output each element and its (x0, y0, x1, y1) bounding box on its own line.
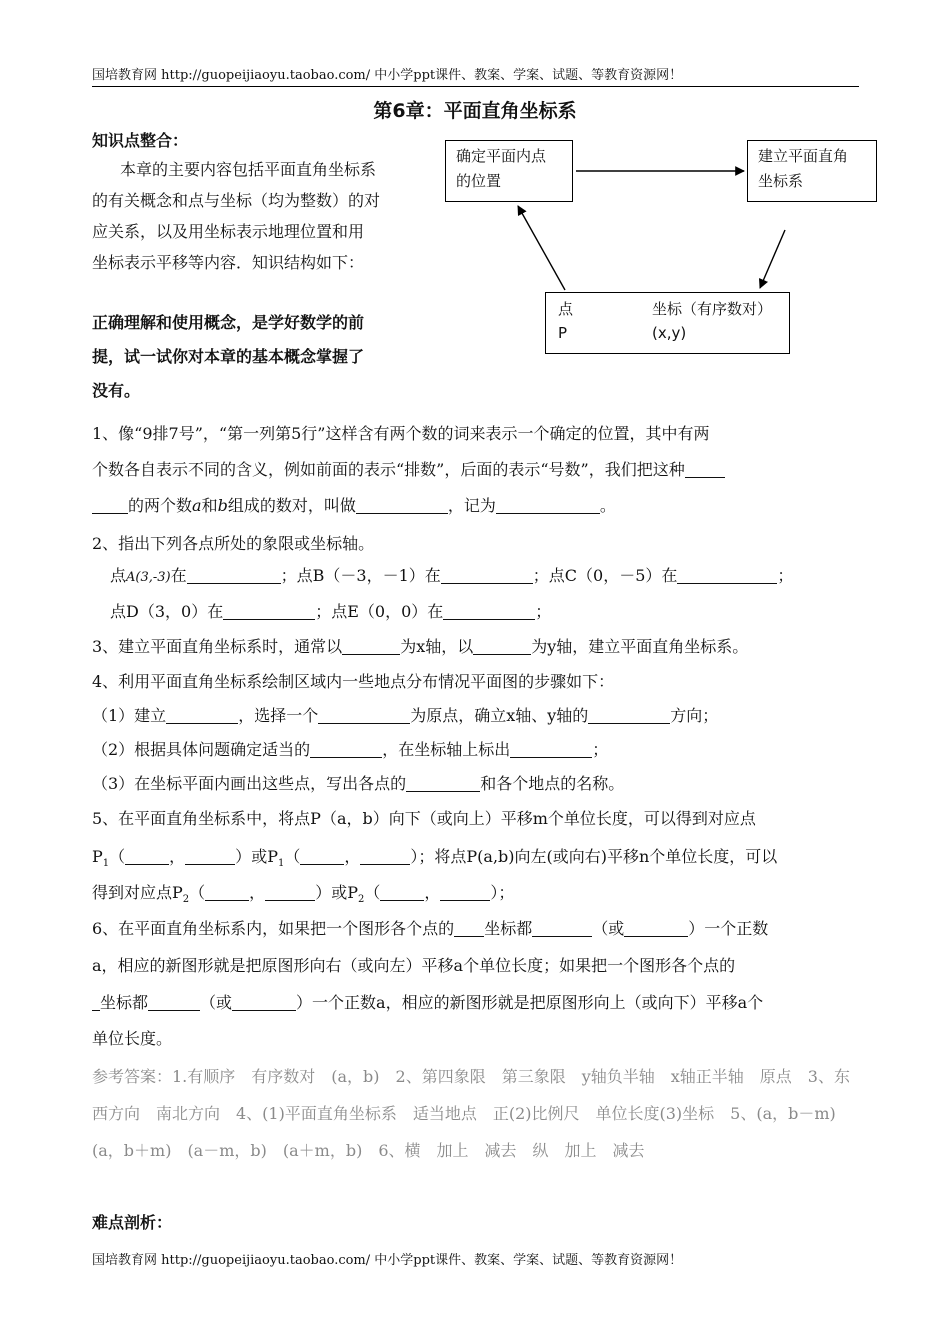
q6-line2: a，相应的新图形就是把原图形向右（或向左）平移a个单位长度；如果把一个图形各个点的 (92, 956, 736, 975)
q5-text: ） (490, 883, 499, 902)
q5-text: （ (109, 847, 126, 866)
q1-text: 个数各自表示不同的含义，例如前面的表示“排数”，后面的表示“号数”，我们把这种 (92, 460, 685, 479)
blank[interactable] (677, 566, 777, 584)
page-title: 第6章：平面直角坐标系 (373, 100, 577, 122)
blank[interactable] (223, 602, 315, 620)
blank[interactable] (205, 883, 249, 901)
q2-text: 点D（3，0）在 (110, 602, 224, 621)
page-footer: 国培教育网 http://guopeijiaoyu.taobao.com/ 中小学ppt课件、教案、学案、试题、等教育资源网！ (92, 1253, 683, 1268)
q5-text: （ (364, 883, 381, 902)
q2-text: ；点B（－3，－1）在 (280, 566, 441, 585)
q2-text: ； (535, 602, 552, 621)
q5-text: P (92, 847, 103, 866)
q3-line (92, 634, 860, 657)
intro-line: 坐标表示平移等内容．知识结构如下： (92, 253, 365, 272)
q1-text: 和 (201, 496, 218, 515)
q5-text: ） (235, 847, 252, 866)
box-build-system (747, 140, 877, 202)
arrow-point-to-locate (518, 206, 565, 290)
blank[interactable] (185, 847, 235, 865)
blank[interactable] (310, 740, 382, 758)
box-coordinate-label: 坐标（有序数对） (652, 300, 773, 318)
q5-text: ， (249, 883, 266, 902)
q3-text: 为x轴，以 (400, 637, 474, 656)
blank[interactable] (187, 566, 281, 584)
q3-text: 为y轴，建立平面直角坐标系。 (531, 637, 749, 656)
q5-text: 或 (251, 847, 268, 866)
q1-line3 (92, 493, 860, 516)
q4-text: （3）在坐标平面内画出这些点，写出各点的 (92, 774, 407, 793)
q2-text: ；点E（0，0）在 (315, 602, 444, 621)
q1-text: 组成的数对，叫做 (227, 496, 356, 515)
q6-text: （或 (592, 919, 625, 938)
page-header: 国培教育网 http://guopeijiaoyu.taobao.com/ 中小学ppt课件、教案、学案、试题、等教育资源网！ (92, 68, 683, 83)
q4-text: 方向； (670, 706, 719, 725)
box-point-label: 点 (558, 300, 574, 318)
q1-text: 的两个数 (128, 496, 193, 515)
box-build-system-line: 坐标系 (758, 172, 804, 190)
q1-text: 。 (599, 496, 616, 515)
q1-line1: 1、像“9排7号”，“第一列第5行”这样含有两个数的词来表示一个确定的位置，其中有两 (92, 424, 710, 443)
q4-line1: 4、利用平面直角坐标系绘制区域内一些地点分布情况平面图的步骤如下： (92, 672, 615, 691)
blank[interactable] (624, 919, 688, 937)
box-coordinate-xy: (x,y) (652, 324, 687, 342)
q4-step3 (92, 771, 860, 794)
blank[interactable] (496, 496, 600, 514)
blank[interactable] (265, 883, 315, 901)
blank[interactable] (440, 883, 490, 901)
q4-text: （2）根据具体问题确定适当的 (92, 740, 311, 759)
box-point-coordinate (545, 292, 790, 354)
q6-line1 (92, 916, 860, 939)
q5-subscript: 2 (182, 894, 190, 906)
q5-subscript: 1 (277, 858, 285, 870)
blank[interactable] (685, 460, 725, 478)
q6-line3 (92, 990, 860, 1013)
arrow-system-to-point (760, 230, 785, 288)
q5-text: ， (344, 847, 361, 866)
q6-line4: 单位长度。 (92, 1029, 173, 1048)
q4-text: ，在坐标轴上标出 (382, 740, 511, 759)
blank[interactable] (92, 993, 100, 1011)
blank[interactable] (406, 774, 480, 792)
q2-line1: 2、指出下列各点所处的象限或坐标轴。 (92, 534, 375, 553)
box-build-system-line: 建立平面直角 (758, 147, 849, 165)
blank[interactable] (473, 637, 531, 655)
q5-text: （ (284, 847, 301, 866)
q1-var-b: b (217, 496, 228, 515)
blank[interactable] (166, 706, 238, 724)
bold-prompt-line: 提，试一试你对本章的基本概念掌握了 (92, 347, 365, 366)
intro-line: 应关系，以及用坐标表示地理位置和用 (92, 222, 365, 241)
q5-text: 得到对应点P (92, 883, 183, 902)
blank[interactable] (454, 919, 484, 937)
q2-text: 在 (170, 566, 187, 585)
section-heading-summary: 知识点整合： (92, 131, 189, 150)
q5-subscript: 1 (102, 858, 110, 870)
q6-text: （或 (200, 993, 233, 1012)
blank[interactable] (360, 847, 410, 865)
q5-line1: 5、在平面直角坐标系中，将点P（a，b）向下（或向上）平移m个单位长度，可以得到对应点 (92, 809, 756, 828)
intro-line: 本章的主要内容包括平面直角坐标系 (120, 160, 377, 179)
box-locate-point-line: 的位置 (456, 172, 502, 190)
q4-text: （1）建立 (92, 706, 167, 725)
q5-text: P (267, 847, 278, 866)
q5-line3 (92, 880, 860, 905)
q5-text: ） (410, 847, 419, 866)
q4-text: 和各个地点的名称。 (480, 774, 625, 793)
q3-text: 3、建立平面直角坐标系时，通常以 (92, 637, 343, 656)
q5-text: ， (424, 883, 441, 902)
q6-text: 坐标都 (100, 993, 149, 1012)
blank[interactable] (588, 706, 670, 724)
knowledge-structure-diagram (440, 130, 880, 370)
box-point-p: P (558, 324, 568, 342)
q2-point-a: A(3,-3) (126, 570, 171, 585)
q2-line3 (110, 599, 878, 622)
blank[interactable] (356, 496, 448, 514)
q4-step2 (92, 737, 860, 760)
bold-prompt-line: 正确理解和使用概念，是学好数学的前 (92, 313, 365, 332)
q6-text: 6、在平面直角坐标系内，如果把一个图形各个点的 (92, 919, 455, 938)
q5-text: 或P (331, 883, 358, 902)
bold-prompt (92, 306, 437, 408)
blank[interactable] (441, 566, 533, 584)
q2-text: 点 (110, 566, 127, 585)
bold-prompt-line: 没有。 (92, 381, 141, 400)
blank[interactable] (510, 740, 592, 758)
blank[interactable] (443, 602, 535, 620)
section-heading-difficulties: 难点剖析： (92, 1213, 173, 1232)
blank[interactable] (318, 706, 410, 724)
blank[interactable] (232, 993, 296, 1011)
q5-text: ） (315, 883, 332, 902)
q5-subscript: 2 (357, 894, 365, 906)
q2-text: ； (777, 566, 794, 585)
q6-text: 坐标都 (484, 919, 533, 938)
q2-text: ；点C（0，－5）在 (532, 566, 678, 585)
q1-line2 (92, 457, 860, 480)
intro-paragraph (92, 154, 437, 278)
q1-text: ，记为 (447, 496, 496, 515)
q5-text: ；将点P(a,b)向左(或向右)平移n个单位长度，可以 (418, 847, 778, 866)
blank[interactable] (148, 993, 200, 1011)
blank[interactable] (342, 637, 400, 655)
q2-line2 (110, 563, 878, 586)
blank[interactable] (380, 883, 424, 901)
reference-answers: 参考答案：1.有顺序 有序数对 (a，b) 2、第四象限 第三象限 y轴负半轴 x轴正半轴 原点 3、东西方向 南北方向 4、(1)平面直角坐标系 适当地点 正(2)比例尺 单位长度(3)坐标 5、(a，b－m) (a，b＋m) (a－m，b) (a＋m，b) 6、横 加上 减去 纵 加上 减去 (92, 1067, 852, 1160)
box-locate-point-line: 确定平面内点 (456, 147, 547, 165)
q5-text: （ (189, 883, 206, 902)
q1-var-a: a (192, 496, 202, 515)
blank[interactable] (532, 919, 592, 937)
q5-text: ； (498, 883, 515, 902)
blank[interactable] (92, 496, 128, 514)
q4-text: 为原点，确立x轴、y轴的 (410, 706, 589, 725)
q5-text: ， (169, 847, 186, 866)
intro-line: 的有关概念和点与坐标（均为整数）的对 (92, 191, 381, 210)
q4-step1 (92, 703, 860, 726)
box-locate-point (445, 140, 573, 202)
q4-text: ； (592, 740, 609, 759)
blank[interactable] (125, 847, 169, 865)
q6-text: ）一个正数a，相应的新图形就是把原图形向上（或向下）平移a个 (296, 993, 764, 1012)
blank[interactable] (300, 847, 344, 865)
q4-text: ，选择一个 (238, 706, 319, 725)
q5-line2 (92, 844, 860, 869)
header-rule (92, 86, 859, 87)
q6-text: ）一个正数 (688, 919, 769, 938)
